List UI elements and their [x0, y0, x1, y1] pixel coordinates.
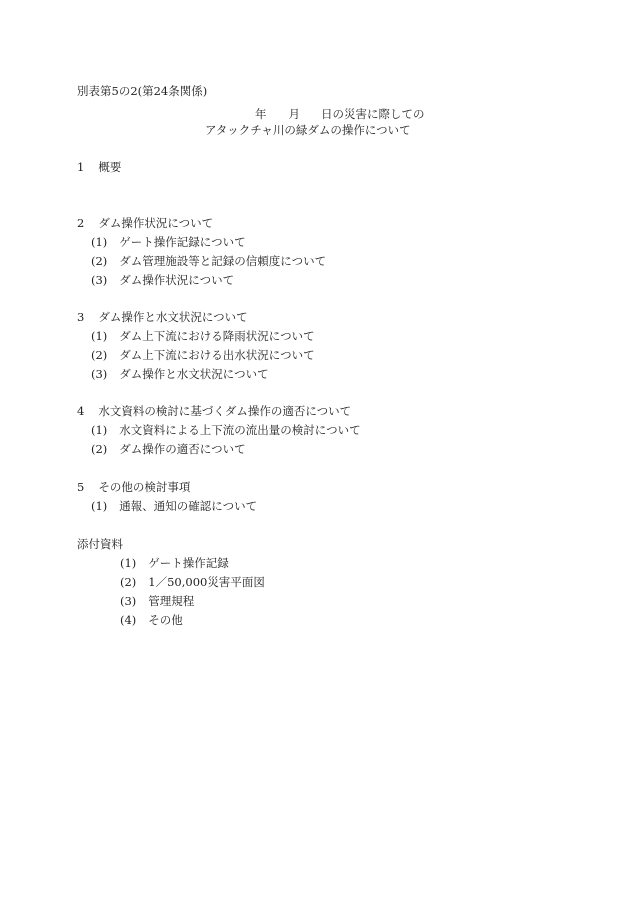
- attachment-number: (4): [120, 613, 137, 627]
- list-item-number: (1): [91, 329, 108, 343]
- list-item: [91, 331, 315, 343]
- document-subtitle: アタックチャ川の緑ダムの操作について: [205, 123, 411, 137]
- attachment-text: 管理規程: [148, 594, 195, 608]
- attachment-text: 1／50,000災害平面図: [148, 575, 265, 589]
- list-item-text: ダム上下流における出水状況について: [119, 348, 315, 362]
- section-title: 概要: [98, 160, 122, 174]
- list-item-text: ダム管理施設等と記録の信頼度について: [119, 254, 327, 268]
- section-number: 5: [77, 480, 85, 494]
- date-day-phrase: 日の災害に際しての: [321, 107, 425, 121]
- list-item: [91, 444, 246, 456]
- list-item-text: ダム上下流における降雨状況について: [119, 329, 315, 343]
- attachment-text: その他: [148, 613, 183, 627]
- attachment-number: (2): [120, 575, 137, 589]
- date-year-label: 年: [255, 107, 267, 121]
- list-item-text: ダム操作と水文状況について: [119, 367, 269, 381]
- list-item-text: ゲート操作記録について: [119, 235, 246, 249]
- section-heading: [77, 482, 190, 494]
- attachment-item: [120, 577, 265, 589]
- list-item-number: (1): [91, 423, 108, 437]
- list-item: [91, 256, 326, 268]
- list-item-number: (2): [91, 348, 108, 362]
- section-number: 2: [77, 216, 85, 230]
- section-number: 4: [77, 404, 85, 418]
- section-heading: [77, 312, 248, 324]
- list-item-number: (1): [91, 499, 108, 513]
- section-title: ダム操作と水文状況について: [98, 310, 248, 324]
- date-line: [255, 109, 425, 121]
- section-heading: [77, 406, 351, 418]
- list-item-text: 通報、通知の確認について: [119, 499, 258, 513]
- list-item-number: (3): [91, 367, 108, 381]
- attachment-text: ゲート操作記録: [148, 556, 229, 570]
- attachment-item: [120, 615, 183, 627]
- list-item: [91, 275, 234, 287]
- list-item: [91, 425, 361, 437]
- section-heading: [77, 218, 213, 230]
- section-number: 3: [77, 310, 85, 324]
- list-item-number: (3): [91, 273, 108, 287]
- list-item-number: (2): [91, 442, 108, 456]
- attachment-item: [120, 596, 194, 608]
- attachment-number: (1): [120, 556, 137, 570]
- list-item: [91, 237, 246, 249]
- attachments-title: 添付資料: [77, 537, 123, 551]
- document-reference: 別表第5の2(第24条関係): [77, 84, 208, 98]
- section-number: 1: [77, 160, 85, 174]
- section-title: ダム操作状況について: [98, 216, 214, 230]
- list-item-number: (2): [91, 254, 108, 268]
- list-item-text: 水文資料による上下流の流出量の検討について: [119, 423, 361, 437]
- section-title: その他の検討事項: [98, 480, 191, 494]
- list-item-text: ダム操作状況について: [119, 273, 235, 287]
- attachment-number: (3): [120, 594, 137, 608]
- list-item: [91, 350, 315, 362]
- list-item-number: (1): [91, 235, 108, 249]
- list-item: [91, 501, 257, 513]
- attachment-item: [120, 558, 229, 570]
- date-month-label: 月: [288, 107, 300, 121]
- section-heading: [77, 162, 121, 174]
- list-item: [91, 369, 269, 381]
- list-item-text: ダム操作の適否について: [119, 442, 246, 456]
- section-title: 水文資料の検討に基づくダム操作の適否について: [98, 404, 352, 418]
